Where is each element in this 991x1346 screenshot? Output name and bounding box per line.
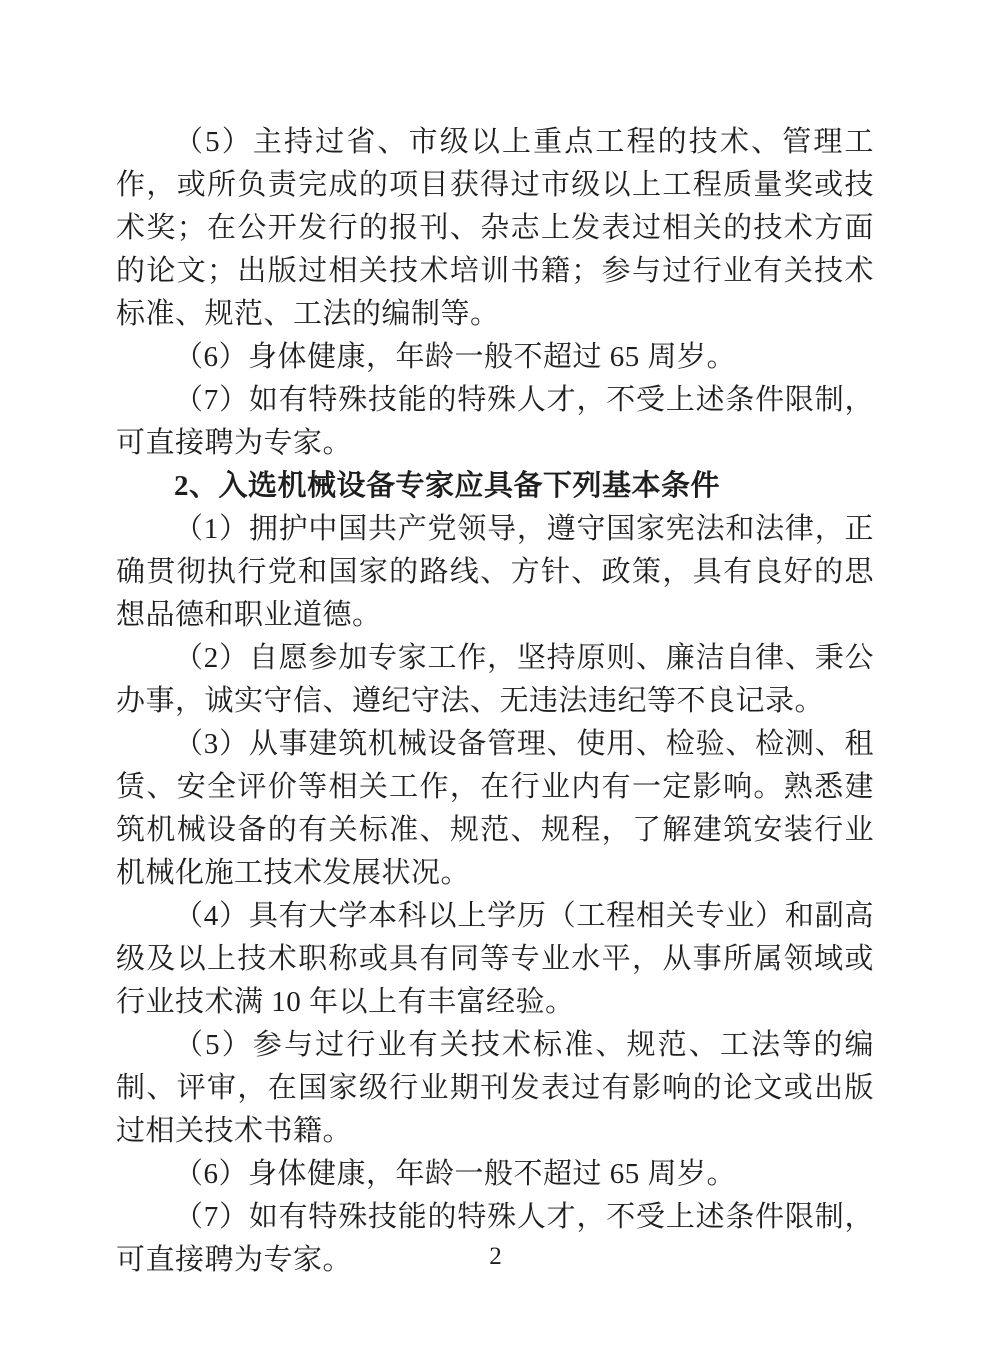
paragraph-item-4: （4）具有大学本科以上学历（工程相关专业）和副高级及以上技术职称或具有同等专业水平，从事所属领域或行业技术满 10 年以上有丰富经验。: [116, 900, 874, 1018]
paragraph-item-7b: （7）如有特殊技能的特殊人才，不受上述条件限制，可直接聘为专家。: [116, 1201, 874, 1276]
paragraph-item-2: （2）自愿参加专家工作，坚持原则、廉洁自律、秉公办事，诚实守信、遵纪守法、无违法违纪等不良记录。: [116, 642, 874, 717]
paragraph-item-5: （5）主持过省、市级以上重点工程的技术、管理工作，或所负责完成的项目获得过市级以上工程质量奖或技术奖；在公开发行的报刊、杂志上发表过相关的技术方面的论文；出版过相关技术培训书籍；参与过行业有关技术标准、规范、工法的编制等。: [116, 126, 874, 330]
paragraph-item-6: （6）身体健康，年龄一般不超过 65 周岁。: [174, 341, 737, 373]
page-footer: [0, 1243, 991, 1271]
paragraph-item-7: （7）如有特殊技能的特殊人才，不受上述条件限制，可直接聘为专家。: [116, 384, 874, 459]
paragraph-item-6b: （6）身体健康，年龄一般不超过 65 周岁。: [174, 1158, 737, 1190]
paragraph-item-5b: （5）参与过行业有关技术标准、规范、工法等的编制、评审，在国家级行业期刊发表过有影响的论文或出版过相关技术书籍。: [116, 1029, 874, 1147]
section-heading: 2、入选机械设备专家应具备下列基本条件: [174, 470, 721, 502]
paragraph-item-1: （1）拥护中国共产党领导，遵守国家宪法和法律，正确贯彻执行党和国家的路线、方针、政策，具有良好的思想品德和职业道德。: [116, 513, 874, 631]
paragraph-item-3: （3）从事建筑机械设备管理、使用、检验、检测、租赁、安全评价等相关工作，在行业内有一定影响。熟悉建筑机械设备的有关标准、规范、规程，了解建筑安装行业机械化施工技术发展状况。: [116, 728, 874, 889]
document-body: [116, 121, 874, 1282]
page-number: 2: [489, 1243, 502, 1270]
